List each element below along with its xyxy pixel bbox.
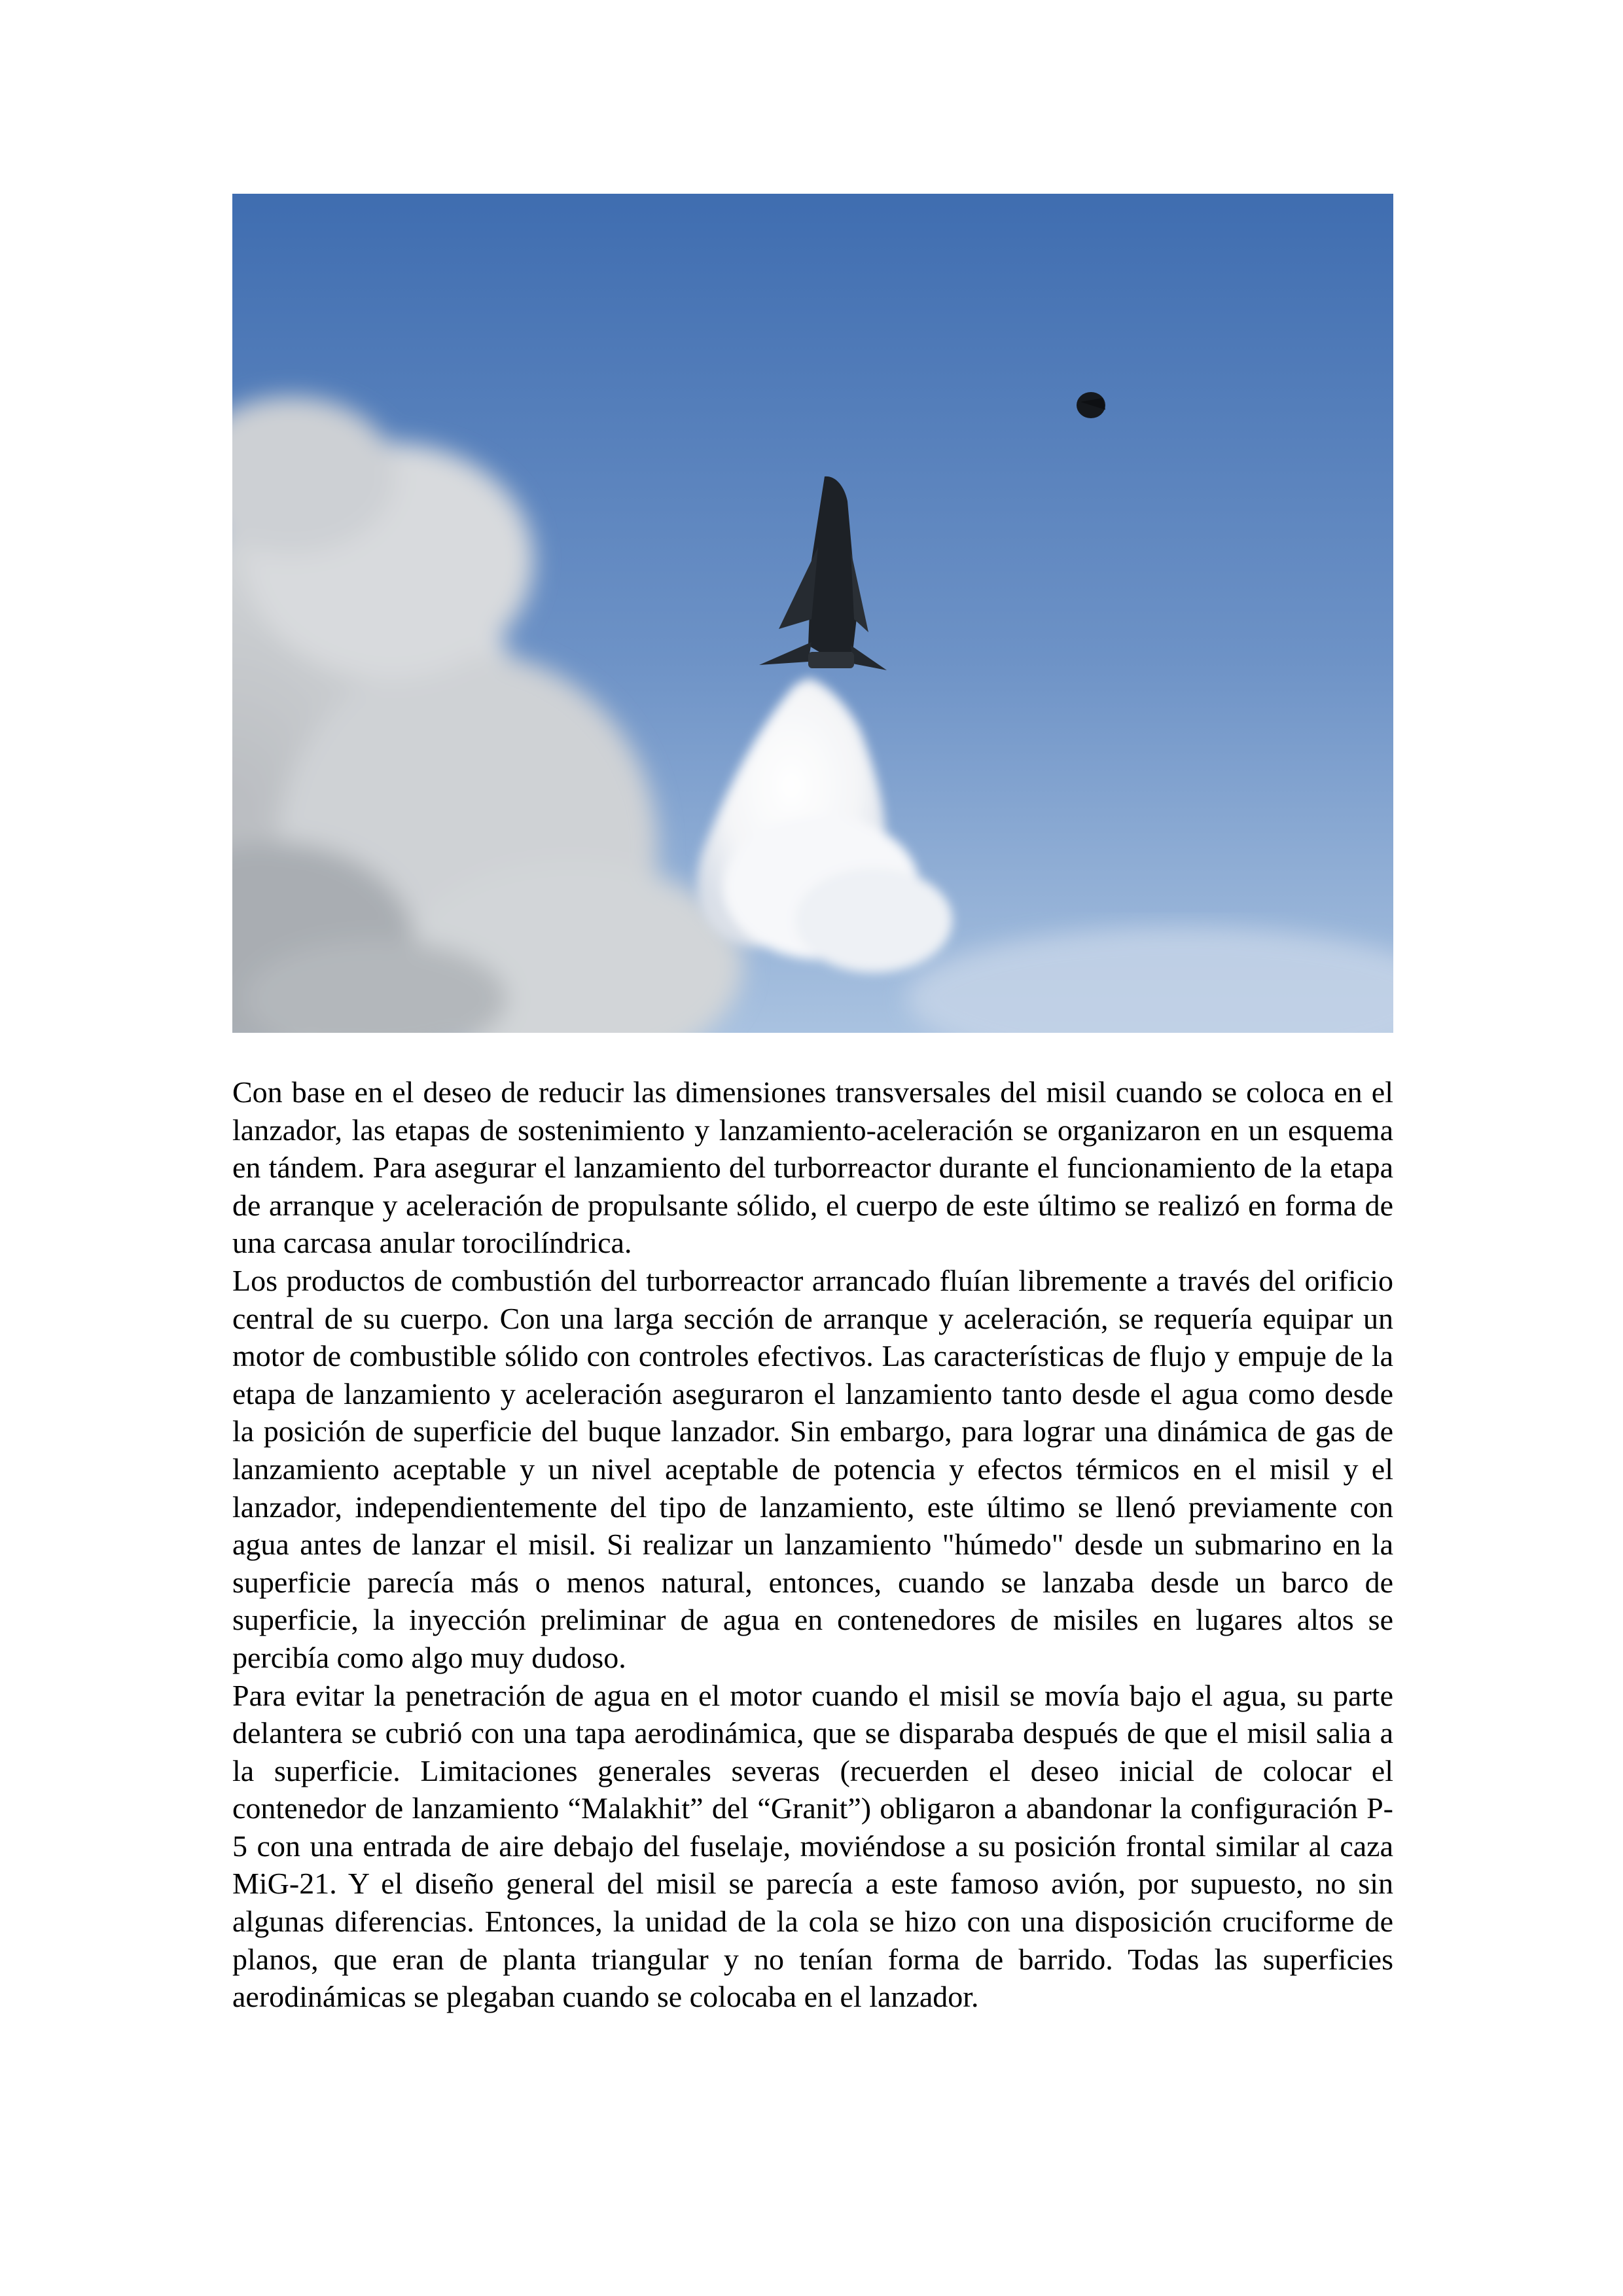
- paragraph: Para evitar la penetración de agua en el motor cuando el misil se movía bajo el agua, su parte delantera se cubrió con una tapa aerodinámica, que se disparaba después de que el misil salia a la superficie. Limitaciones generales severas (recuerden el deseo inicial de colocar el contenedor de lanzamiento “Malakhit” del “Granit”) obligaron a abandonar la configuración P-5 con una entrada de aire debajo del fuselaje, moviéndose a su posición frontal similar al caza MiG-21. Y el diseño general del misil se parecía a este famoso avión, por supuesto, no sin algunas diferencias. Entonces, la unidad de la cola se hizo con una disposición cruciforme de planos, que eran de planta triangular y no tenían forma de barrido. Todas las superficies aerodinámicas se plegaban cuando se colocaba en el lanzador.: [232, 1678, 1393, 2014]
- paragraph: Los productos de combustión del turborreactor arrancado fluían libremente a través del orificio central de su cuerpo. Con una larga sección de arranque y aceleración, se requería equipar un motor de combustible sólido con controles efectivos. Las características de flujo y empuje de la etapa de lanzamiento y aceleración aseguraron el lanzamiento tanto desde el agua como desde la posición de superficie del buque lanzador. Sin embargo, para lograr una dinámica de gas de lanzamiento aceptable y un nivel aceptable de potencia y efectos térmicos en el misil y el lanzador, independientemente del tipo de lanzamiento, este último se llenó previamente con agua antes de lanzar el misil. Si realizar un lanzamiento "húmedo" desde un submarino en la superficie parecía más o menos natural, entonces, cuando se lanzaba desde un barco de superficie, la inyección preliminar de agua en contenedores de misiles en lugares altos se percibía como algo muy dudoso.: [232, 1263, 1393, 1674]
- missile-launch-photo: [232, 194, 1393, 1033]
- missile-launch-icon: [232, 194, 1393, 1033]
- paragraph: Con base en el deseo de reducir las dimensiones transversales del misil cuando se coloca en el lanzador, las etapas de sostenimiento y lanzamiento-aceleración se organizaron en un esquema en tándem. Para asegurar el lanzamiento del turborreactor durante el funcionamiento de la etapa de arranque y aceleración de propulsante sólido, el cuerpo de este último se realizó en forma de una carcasa anular torocilíndrica.: [232, 1075, 1393, 1260]
- body-text: [232, 1073, 1393, 2016]
